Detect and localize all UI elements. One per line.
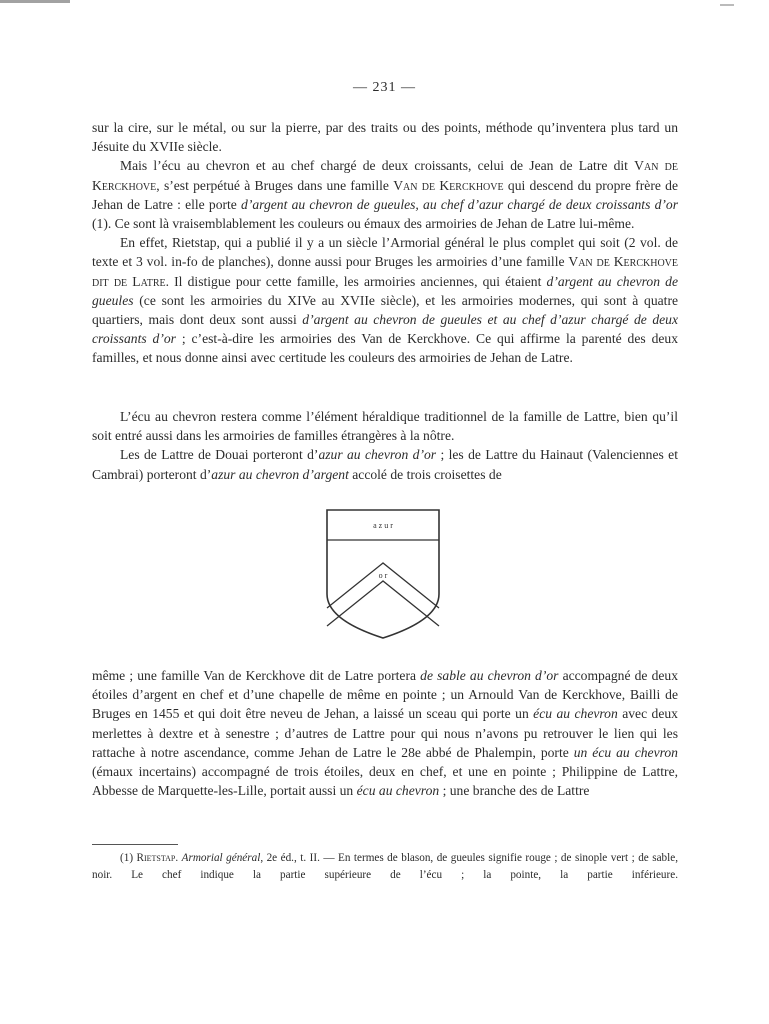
footnote-rule bbox=[92, 844, 178, 845]
paragraph: L’écu au chevron restera comme l’élément héraldique traditionnel de la famille de Lattre, bien qu’il soit entré aussi dans les armoiries de familles étrangères à la nôtre. bbox=[92, 409, 678, 444]
scan-mark bbox=[720, 4, 734, 6]
paragraph: même ; une famille Van de Kerckhove dit de Latre portera de sable au chevron d’or accompagné de deux étoiles d’argent en chef et d’une chapelle de même en pointe ; un Arnould Van de Kerckhove, Bailli de Bruges en 1455 et qui doit être neveu de Jehan, a laissé un sceau qui porte un écu au chevron avec deux merlettes à dextre et à senestre ; d’autres de Lattre pour qui nous n’avons pu retrouver le lien qui les rattache à notre ascendance, comme Jehan de Latre le 28e abbé de Phalempin, porte un écu au chevron (émaux incertains) accompagné de trois étoiles, deux en chef, et une en pointe ; Philippine de Lattre, Abbesse de Marquette-les-Lille, portait aussi un écu au chevron ; une branche des de Lattre bbox=[92, 668, 678, 799]
page-number: — 231 — bbox=[353, 80, 416, 95]
coat-of-arms-shield-figure bbox=[325, 508, 441, 640]
body-text-top bbox=[92, 118, 678, 368]
footnote bbox=[92, 850, 678, 883]
body-text-middle bbox=[92, 407, 678, 484]
chevron-tincture-label: o r bbox=[378, 571, 388, 580]
paragraph: En effet, Rietstap, qui a publié il y a un siècle l’Armorial général le plus complet qui soit (2 vol. de texte et 3 vol. in-fo de planches), donne aussi pour Bruges les armoiries d’une famille Van de Kerckhove dit de Latre. Il distigue pour cette famille, les armoiries anciennes, qui étaient d’argent au chevron de gueules (ce sont les armoiries du XIVe au XVIIe siècle), et les armoiries modernes, qui sont à quatre quartiers, mais dont deux sont aussi d’argent au chevron de gueules et au chef d’azur chargé de deux croissants d’or ; c’est-à-dire les armoiries des Van de Kerckhove. Ce qui affirme la parenté des deux familles, et nous donne ainsi avec certitude les couleurs des armoiries de Jehan de Latre. bbox=[92, 235, 678, 366]
paragraph: Les de Lattre de Douai porteront d’azur au chevron d’or ; les de Lattre du Hainaut (Valenciennes et Cambrai) porteront d’azur au chevron d’argent accolé de trois croisettes de bbox=[92, 447, 678, 482]
scan-mark bbox=[0, 0, 70, 3]
body-text-bottom bbox=[92, 666, 678, 800]
footnote-text: (1) Rietstap. Armorial général, 2e éd., t. II. — En termes de blason, de gueules signifie rouge ; de sinople vert ; de sable, noir. Le chef indique la partie supérieure de l’écu ; la pointe, la partie inférieure. bbox=[92, 852, 679, 881]
paragraph: Mais l’écu au chevron et au chef chargé de deux croissants, celui de Jean de Latre dit Van de Kerckhove, s’est perpétué à Bruges dans une famille Van de Kerckhove qui descend du propre frère de Jehan de Latre : elle porte d’argent au chevron de gueules, au chef d’azur chargé de deux croissants d’or (1). Ce sont là vraisemblablement les couleurs ou émaux des armoiries de Jehan de Latre lui-même. bbox=[92, 158, 679, 232]
paragraph: sur la cire, sur le métal, ou sur la pierre, par des traits ou des points, méthode qu’inventera plus tard un Jésuite du XVIIe siècle. bbox=[92, 120, 678, 155]
chief-tincture-label: a z u r bbox=[373, 521, 393, 530]
